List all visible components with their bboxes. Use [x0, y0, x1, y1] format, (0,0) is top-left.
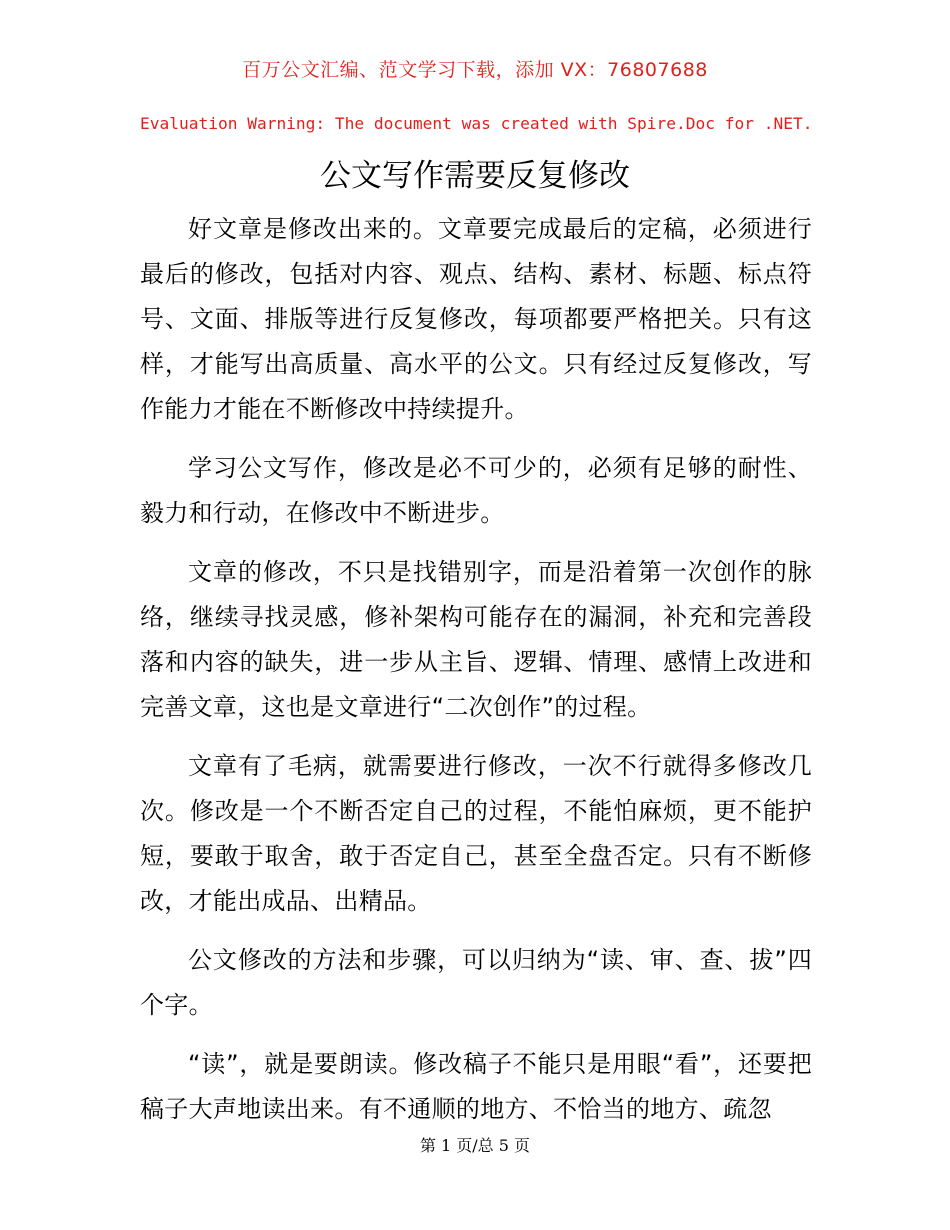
- paragraph: 文章有了毛病，就需要进行修改，一次不行就得多修改几次。修改是一个不断否定自己的过程，不能怕麻烦，更不能护短，要敢于取舍，敢于否定自己，甚至全盘否定。只有不断修改，才能出成品、出精品。: [140, 752, 812, 915]
- paragraph: 好文章是修改出来的。文章要完成最后的定稿，必须进行最后的修改，包括对内容、观点、结构、素材、标题、标点符号、文面、排版等进行反复修改，每项都要严格把关。只有这样，才能写出高质量、高水平的公文。只有经过反复修改，写作能力才能在不断修改中持续提升。: [140, 215, 812, 423]
- document-body: [140, 207, 812, 1146]
- paragraph: “读”，就是要朗读。修改稿子不能只是用眼“看”，还要把稿子大声地读出来。有不通顺的地方、不恰当的地方、疏忽: [140, 1050, 812, 1123]
- paragraph: 文章的修改，不只是找错别字，而是沿着第一次创作的脉络，继续寻找灵感，修补架构可能存在的漏洞，补充和完善段落和内容的缺失，进一步从主旨、逻辑、情理、感情上改进和完善文章，这也是文章进行“二次创作”的过程。: [140, 558, 812, 721]
- document-title: 公文写作需要反复修改: [320, 158, 630, 194]
- page-number: 第 1 页/总 5 页: [419, 1136, 531, 1155]
- evaluation-warning: Evaluation Warning: The document was created with Spire.Doc for .NET.: [140, 114, 813, 133]
- header-banner: 百万公文汇编、范文学习下载，添加 VX：76807688: [242, 59, 708, 81]
- paragraph: 学习公文写作，修改是必不可少的，必须有足够的耐性、毅力和行动，在修改中不断进步。: [140, 454, 812, 527]
- paragraph: 公文修改的方法和步骤，可以归纳为“读、审、查、拔”四个字。: [140, 946, 812, 1019]
